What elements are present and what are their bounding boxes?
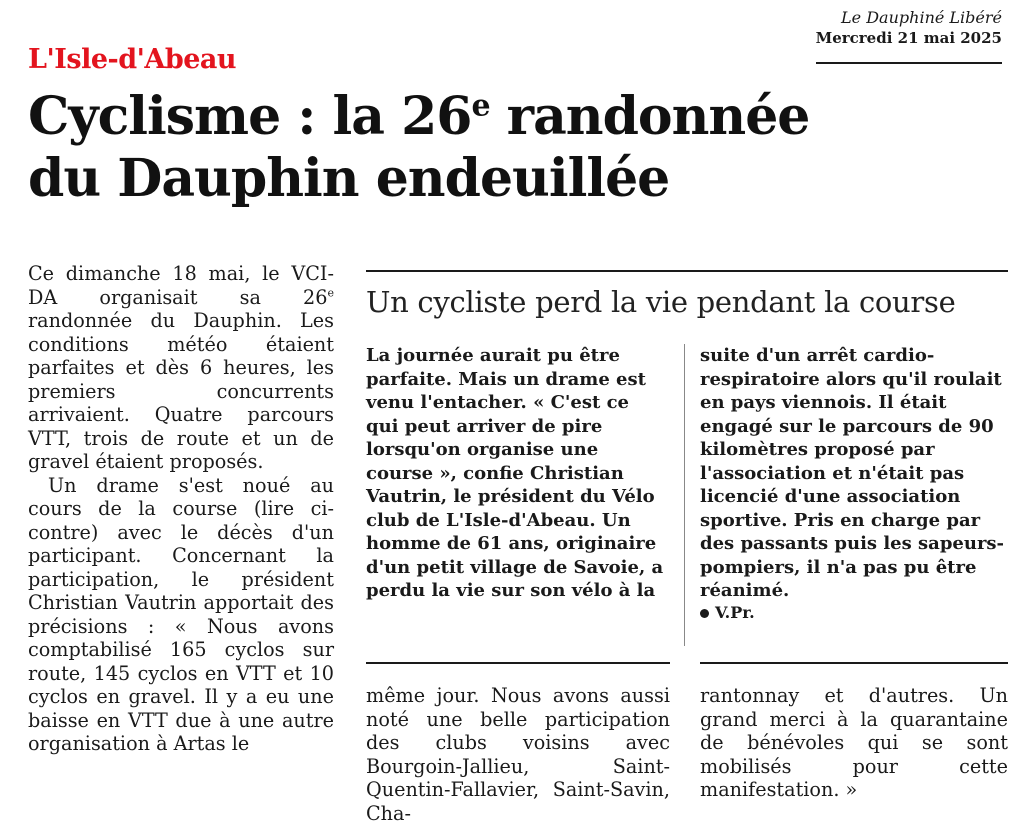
sidebar-text-left: La journée aurait pu être parfaite. Mais un drame est venu l'entacher. « C'est ce qui peut arriver de pire lorsqu'on organise une course », confie Christian Vautrin, le président du Vélo club de L'Isle-d'Abeau. Un homme de 61 ans, originaire d'un petit village de Savoie, a perdu la vie sur son vélo à la [366, 345, 664, 601]
p1-text-2: randonnée du Dauphin. Les conditions météo étaient parfaites et dès 6 heures, les premiers concurrents arrivaient. Quatre parcours VTT, trois de route et un de gravel étaient proposés. [28, 309, 334, 473]
sidebar-right-column [700, 344, 1008, 622]
author-signature [700, 603, 1008, 622]
continuation-column-right: rantonnay et d'autres. Un grand merci à la quarantaine de bénévoles qui se sont mobilisés pour cette manifestation. » [700, 684, 1008, 801]
masthead [802, 8, 1002, 48]
sidebar-top-rule [366, 270, 1008, 272]
left-body-column [28, 262, 334, 756]
continuation-rule-right [700, 662, 1008, 664]
masthead-divider [816, 62, 1002, 64]
p1-text-1: Ce dimanche 18 mai, le VCI-DA organisait sa 26 [28, 262, 334, 309]
headline-text-2: randonnée [489, 86, 810, 147]
continuation-column-middle: même jour. Nous avons aussi noté une belle participation des clubs voisins avec Bourgoin-Jallieu, Saint-Quentin-Fallavier, Saint-Savin, Cha- [366, 684, 670, 825]
sidebar-column-divider [684, 344, 685, 646]
body-paragraph-1 [28, 262, 334, 474]
article-headline [28, 86, 988, 210]
publication-date: Mercredi 21 mai 2025 [815, 29, 1002, 47]
publication-name: Le Dauphiné Libéré [841, 8, 1002, 27]
location-kicker: L'Isle-d'Abeau [28, 44, 236, 75]
sidebar-subheadline: Un cycliste perd la vie pendant la course [366, 285, 956, 319]
bullet-icon [700, 609, 709, 618]
headline-superscript: e [471, 88, 490, 124]
body-paragraph-2: Un drame s'est noué au cours de la course (lire ci-contre) avec le décès d'un participant. Concernant la participation, le président Christian Vautrin apportait des précisions : « Nous avons comptabilisé 165 cyclos sur route, 145 cyclos en VTT et 10 cyclos en gravel. Il y a eu une baisse en VTT due à une autre organisation à Artas le [28, 473, 334, 755]
headline-text-1: Cyclisme : la 26 [28, 86, 472, 147]
headline-line-2: du Dauphin endeuillée [28, 148, 670, 209]
sidebar-text-right: suite d'un arrêt cardio-respiratoire alors qu'il roulait en pays viennois. Il était engagé sur le parcours de 90 kilomètres proposé par l'association et n'était pas licencié d'une association sportive. Pris en charge par des passants puis les sapeurs-pompiers, il n'a pas pu être réanimé. [700, 345, 1005, 601]
continuation-rule-left [366, 662, 670, 664]
signature-text: V.Pr. [715, 602, 755, 622]
p1-superscript: e [327, 286, 334, 300]
